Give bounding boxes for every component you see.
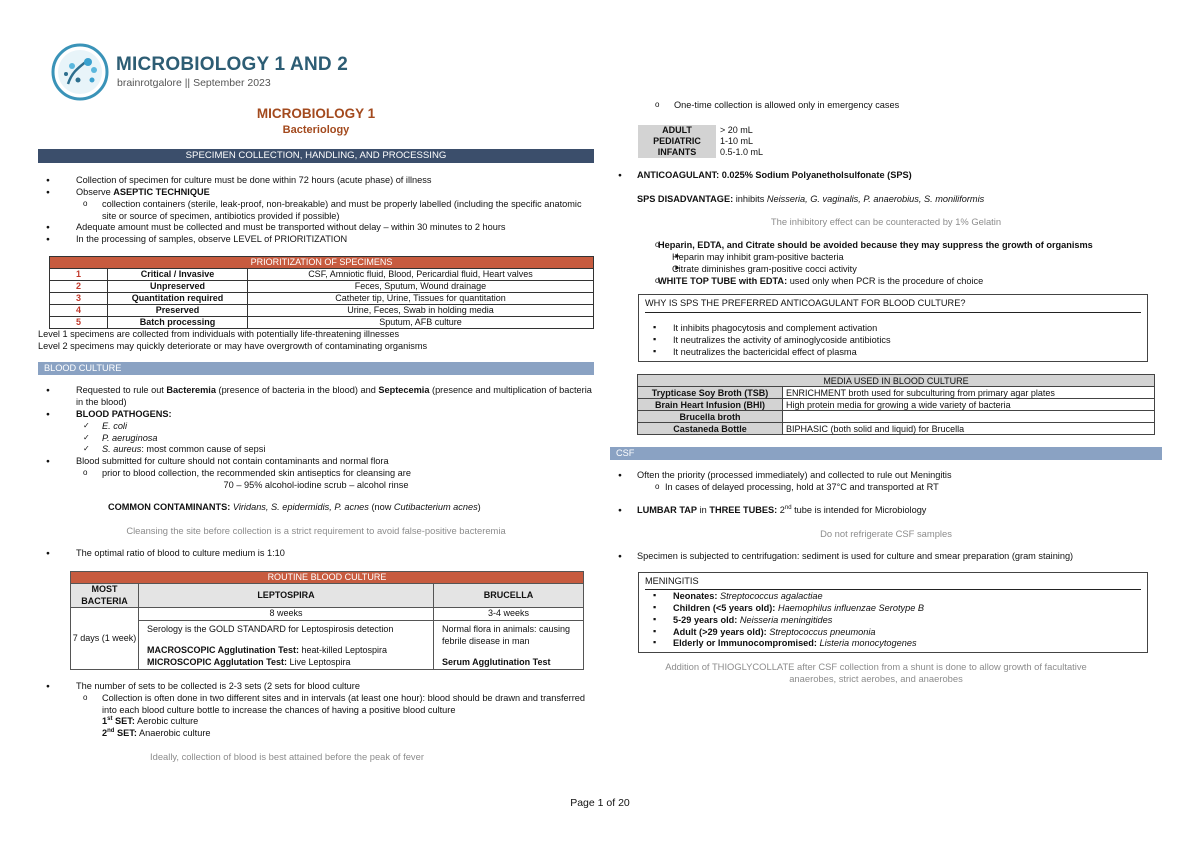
list-item: ● The optimal ratio of blood to culture medium is 1:10	[38, 548, 594, 560]
table-header: PRIORITIZATION OF SPECIMENS	[50, 256, 594, 268]
prio-note-2: Level 2 specimens may quickly deteriorate or may have overgrowth of contaminating organisms	[38, 340, 428, 351]
right-column	[610, 100, 1162, 685]
table-row: PEDIATRIC 1-10 mL	[638, 136, 767, 147]
table-row: Serology is the GOLD STANDARD for Leptospirosis detection MACROSCOPIC Agglutination Test: heat-killed Leptospira MICROSCOPIC Agglutation Test: Live Leptospira Normal flora in animals: causing febrile disease in man Serum Agglutination Test	[71, 621, 584, 670]
contaminants-line: COMMON CONTAMINANTS: Viridans, S. epidermidis, P. acnes (now Cutibacterium acnes)	[108, 502, 481, 513]
list-item: ● Collection of specimen for culture must be done within 72 hours (acute phase) of illness	[38, 175, 594, 187]
document-title: MICROBIOLOGY 1 AND 2	[116, 54, 349, 75]
list-item: ● The number of sets to be collected is 2-3 sets (2 sets for blood culture	[38, 681, 594, 693]
document-subtitle: brainrotgalore || September 2023	[117, 77, 271, 89]
list-item: ▪ Children (<5 years old): Haemophilus influenzae Serotype B	[645, 603, 1141, 615]
table-header: ROUTINE BLOOD CULTURE	[71, 571, 584, 584]
specimen-section-bar: SPECIMEN COLLECTION, HANDLING, AND PROCESSING	[38, 149, 594, 163]
section-title: MICROBIOLOGY 1	[256, 106, 376, 121]
list-item: ▪ Adult (>29 years old): Streptococcus pneumonia	[645, 627, 1141, 639]
list-item: ▪ Elderly or Immunocompromised: Listeria monocytogenes	[645, 638, 1141, 650]
list-item: ● LUMBAR TAP in THREE TUBES: 2nd tube is intended for Microbiology	[610, 505, 1162, 517]
list-item: o WHITE TOP TUBE with EDTA: used only when PCR is the procedure of choice	[610, 276, 1162, 288]
csf-list	[610, 470, 1162, 494]
list-item: ● ANTICOAGULANT: 0.025% Sodium Polyanetholsulfonate (SPS)	[610, 170, 1162, 182]
list-item: ● Observe ASEPTIC TECHNIQUE	[38, 187, 594, 199]
table-row: 2 Unpreserved Feces, Sputum, Wound drainage	[50, 280, 594, 292]
table-header: MEDIA USED IN BLOOD CULTURE	[638, 375, 1155, 387]
cleansing-note: Cleansing the site before collection is a strict requirement to avoid false-positive bacteremia	[126, 525, 506, 537]
thioglycollate-note: Addition of THIOGLYCOLLATE after CSF collection from a shunt is done to allow growth of facultative anaerobes, strict aerobes, and anaerobes	[665, 661, 1087, 685]
list-item: o collection containers (sterile, leak-proof, non-breakable) and must be properly labelled (including the specific anatomic site or source of specimen, antibiotics provided if possible)	[38, 199, 594, 223]
sets-list	[38, 681, 594, 740]
list-item: o One-time collection is allowed only in emergency cases	[610, 100, 1162, 112]
routine-blood-culture-table	[70, 571, 584, 670]
box-title: WHY IS SPS THE PREFERRED ANTICOAGULANT FOR BLOOD CULTURE?	[645, 298, 1141, 313]
anticoag-list	[610, 170, 1162, 182]
lumbar-list	[610, 505, 1162, 517]
list-item: ● Requested to rule out Bacteremia (presence of bacteria in the blood) and Septecemia (presence and multiplication of bacteria in the blood)	[38, 385, 594, 409]
list-item: ● Blood submitted for culture should not contain contaminants and normal flora	[38, 456, 594, 468]
csf-bar: CSF	[610, 447, 1162, 460]
list-item: ● Adequate amount must be collected and must be transported without delay – within 30 minutes to 2 hours	[38, 222, 594, 234]
list-item: ● BLOOD PATHOGENS:	[38, 409, 594, 421]
blood-culture-bar: BLOOD CULTURE	[38, 362, 594, 375]
list-item: ► Heparin may inhibit gram-positive bacteria	[610, 252, 1162, 264]
table-row: 5 Batch processing Sputum, AFB culture	[50, 316, 594, 328]
page-number: Page 1 of 20	[570, 797, 630, 809]
logo-microbe-icon	[50, 42, 110, 102]
table-row: MOST BACTERIA LEPTOSPIRA BRUCELLA	[71, 584, 584, 608]
list-item: o Collection is often done in two different sites and in intervals (at least one hour): blood should be drawn and transferred into each blood culture bottle to increase the chances of having a positive blood culture 1st SET: Aerobic culture 2nd SET: Anaerobic culture	[38, 693, 594, 740]
table-row: ADULT > 20 mL	[638, 125, 767, 136]
table-row: Brain Heart Infusion (BHI) High protein media for growing a wide variety of bacteria	[638, 399, 1155, 411]
meningitis-box	[638, 572, 1148, 654]
section-subtitle: Bacteriology	[282, 124, 350, 137]
onetime-list	[610, 100, 1162, 112]
refrigerate-note: Do not refrigerate CSF samples	[820, 527, 952, 539]
list-item: ✓ E. coli	[38, 421, 594, 433]
prio-note-1: Level 1 specimens are collected from individuals with potentially life-threatening illnesses	[38, 328, 400, 339]
sps-disadvantage: SPS DISADVANTAGE: inhibits Neisseria, G. vaginalis, P. anaerobius, S. moniliformis	[637, 193, 985, 204]
list-item: ▪ It neutralizes the activity of aminoglycoside antibiotics	[645, 335, 1141, 347]
list-item: ▪ It inhibits phagocytosis and complement activation	[645, 323, 1141, 335]
list-item: ▪ 5-29 years old: Neisseria meningitides	[645, 615, 1141, 627]
media-table	[637, 374, 1155, 435]
volume-table	[638, 125, 767, 158]
antiseptic-line: 70 – 95% alcohol-iodine scrub – alcohol rinse	[223, 479, 409, 490]
list-item: ▪ Neonates: Streptococcus agalactiae	[645, 591, 1141, 603]
table-row: INFANTS 0.5-1.0 mL	[638, 147, 767, 158]
list-item: ✓ S. aureus: most common cause of sepsi	[38, 444, 594, 456]
table-row: 3 Quantitation required Catheter tip, Urine, Tissues for quantitation	[50, 292, 594, 304]
list-item: ✓ P. aeruginosa	[38, 433, 594, 445]
why-sps-box	[638, 294, 1148, 362]
list-item: ▪ It neutralizes the bactericidal effect of plasma	[645, 347, 1141, 359]
specimen-list	[38, 175, 594, 246]
table-row: Trypticase Soy Broth (TSB) ENRICHMENT broth used for subculturing from primary agar plates	[638, 387, 1155, 399]
list-item: ● Often the priority (processed immediately) and collected to rule out Meningitis	[610, 470, 1162, 482]
list-item: o Heparin, EDTA, and Citrate should be avoided because they may suppress the growth of organisms	[610, 240, 1162, 252]
table-row: 7 days (1 week) 8 weeks 3-4 weeks	[71, 608, 584, 621]
gelatin-note: The inhibitory effect can be counteracted by 1% Gelatin	[770, 216, 1002, 228]
list-item: o In cases of delayed processing, hold at 37°C and transported at RT	[610, 482, 1162, 494]
left-column	[38, 100, 594, 763]
table-row: Brucella broth	[638, 411, 1155, 423]
table-row: 1 Critical / Invasive CSF, Amniotic fluid, Blood, Pericardial fluid, Heart valves	[50, 268, 594, 280]
table-row: 4 Preserved Urine, Feces, Swab in holding media	[50, 304, 594, 316]
blood-culture-list	[38, 385, 594, 479]
box-title: MENINGITIS	[645, 576, 1141, 591]
list-item: ► Citrate diminishes gram-positive cocci activity	[610, 264, 1162, 276]
ratio-list	[38, 548, 594, 560]
table-row: Castaneda Bottle BIPHASIC (both solid and liquid) for Brucella	[638, 423, 1155, 435]
prioritization-table	[49, 256, 594, 329]
list-item: ● In the processing of samples, observe LEVEL of PRIORITIZATION	[38, 234, 594, 246]
centrifuge-list	[610, 551, 1162, 563]
list-item: o prior to blood collection, the recommended skin antiseptics for cleansing are	[38, 468, 594, 480]
fever-note: Ideally, collection of blood is best attained before the peak of fever	[150, 750, 424, 762]
list-item: ● Specimen is subjected to centrifugation: sediment is used for culture and smear preparation (gram staining)	[610, 551, 1162, 563]
heparin-list	[610, 240, 1162, 287]
